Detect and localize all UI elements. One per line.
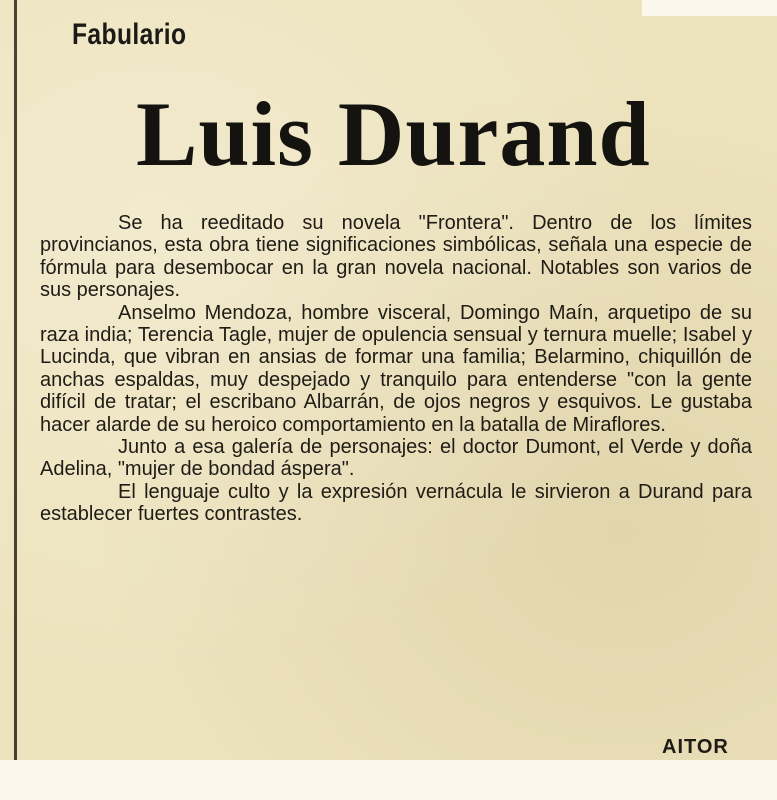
page-background-strip [0,760,777,800]
article-body [40,212,752,526]
column-rule [14,0,17,760]
article-headline: Luis Durand [136,83,651,185]
paragraph-1: Se ha reeditado su novela "Frontera". Dentro de los límites provincianos, esta obra tiene significaciones simbólicas, señala una especie de fórmula para desembocar en la gran novela nacional. Notables son varios de sus personajes. [40,212,752,302]
paragraph-2: Anselmo Mendoza, hombre visceral, Domingo Maín, arquetipo de su raza india; Terencia Tagle, mujer de opulencia sensual y ternura muelle; Isabel y Lucinda, que vibran en ansias de formar una familia; Belarmino, chiquillón de anchas espaldas, muy despejado y tranquilo para entenderse "con la gente difícil de tratar; el escribano Albarrán, de ojos negros y esquivos. Le gustaba hacer alarde de su heroico comportamiento en la batalla de Miraflores. [40,301,752,436]
torn-edge-top [642,0,777,16]
author-signature: AITOR [662,736,729,758]
paragraph-3: Junto a esa galería de personajes: el doctor Dumont, el Verde y doña Adelina, "mujer de bondad áspera". [40,436,752,481]
paragraph-4: El lenguaje culto y la expresión vernácula le sirvieron a Durand para establecer fuertes contrastes. [40,480,752,526]
section-label: Fabulario [72,18,187,51]
